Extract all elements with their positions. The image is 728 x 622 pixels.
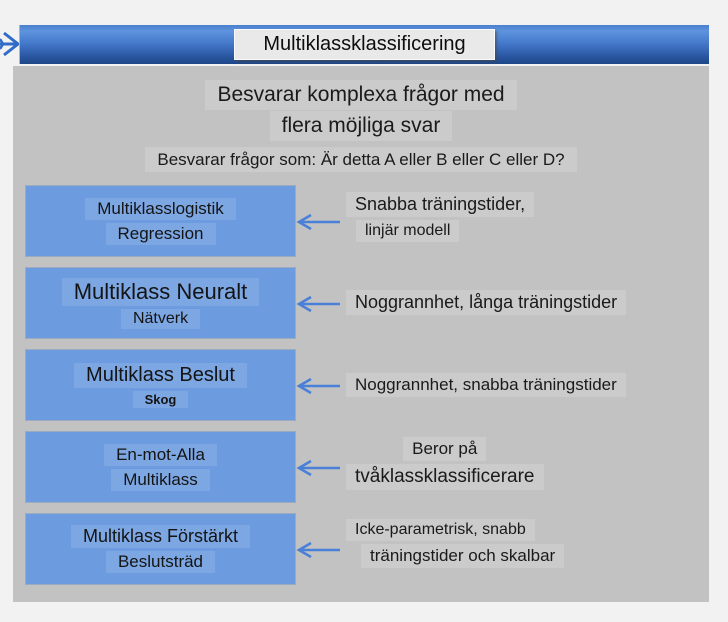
algorithm-name-line: En-mot-Alla: [104, 444, 217, 466]
note-line: Noggrannhet, långa träningstider: [346, 290, 626, 315]
note-line: tvåklassklassificerare: [346, 464, 544, 490]
algorithm-note: [346, 373, 626, 397]
algorithm-note: [346, 437, 544, 490]
note-line: Noggrannhet, snabba träningstider: [346, 373, 626, 397]
algorithm-note: [346, 290, 626, 315]
algorithm-box-multiclass-neural-network: [26, 268, 295, 338]
note-line: Snabba träningstider,: [346, 192, 534, 217]
intro-text: [13, 80, 709, 173]
algorithm-box-multiclass-boosted-decision-tree: [26, 514, 295, 584]
algorithm-name-line: Multiklass: [111, 469, 210, 491]
note-line: Beror på: [403, 437, 486, 461]
algorithm-name-line: Multiklass Beslut: [74, 363, 247, 388]
page-title: Multiklassklassificering: [234, 29, 494, 60]
algorithm-box-one-vs-all-multiclass: [26, 432, 295, 502]
algorithm-name-line: Multiklass Neuralt: [62, 278, 260, 306]
intro-line-1: Besvarar komplexa frågor med: [205, 80, 516, 110]
algorithm-name-line: Multiklasslogistik: [85, 198, 236, 220]
left-arrow-icon: [296, 213, 342, 231]
left-arrow-icon: [296, 295, 342, 313]
algorithm-name-line: Skog: [133, 391, 189, 408]
note-line: träningstider och skalbar: [361, 544, 564, 568]
note-line: Icke-parametrisk, snabb: [346, 519, 535, 541]
note-line: linjär modell: [356, 220, 459, 242]
header-bar: [19, 25, 709, 64]
algorithm-name-line: Regression: [106, 223, 216, 245]
left-arrow-icon: [296, 541, 342, 559]
algorithm-box-multiclass-decision-forest: [26, 350, 295, 420]
algorithm-box-multiclass-logistic-regression: [26, 186, 295, 256]
algorithm-name-line: Beslutsträd: [106, 551, 215, 573]
intro-question: Besvarar frågor som: Är detta A eller B eller C eller D?: [145, 147, 576, 172]
left-arrow-icon: [296, 459, 342, 477]
algorithm-note: [346, 519, 564, 568]
left-arrow-icon: [296, 377, 342, 395]
algorithm-note: [346, 192, 534, 242]
algorithm-name-line: Nätverk: [121, 309, 200, 329]
intro-line-2: flera möjliga svar: [270, 111, 453, 141]
algorithm-name-line: Multiklass Förstärkt: [71, 525, 250, 548]
